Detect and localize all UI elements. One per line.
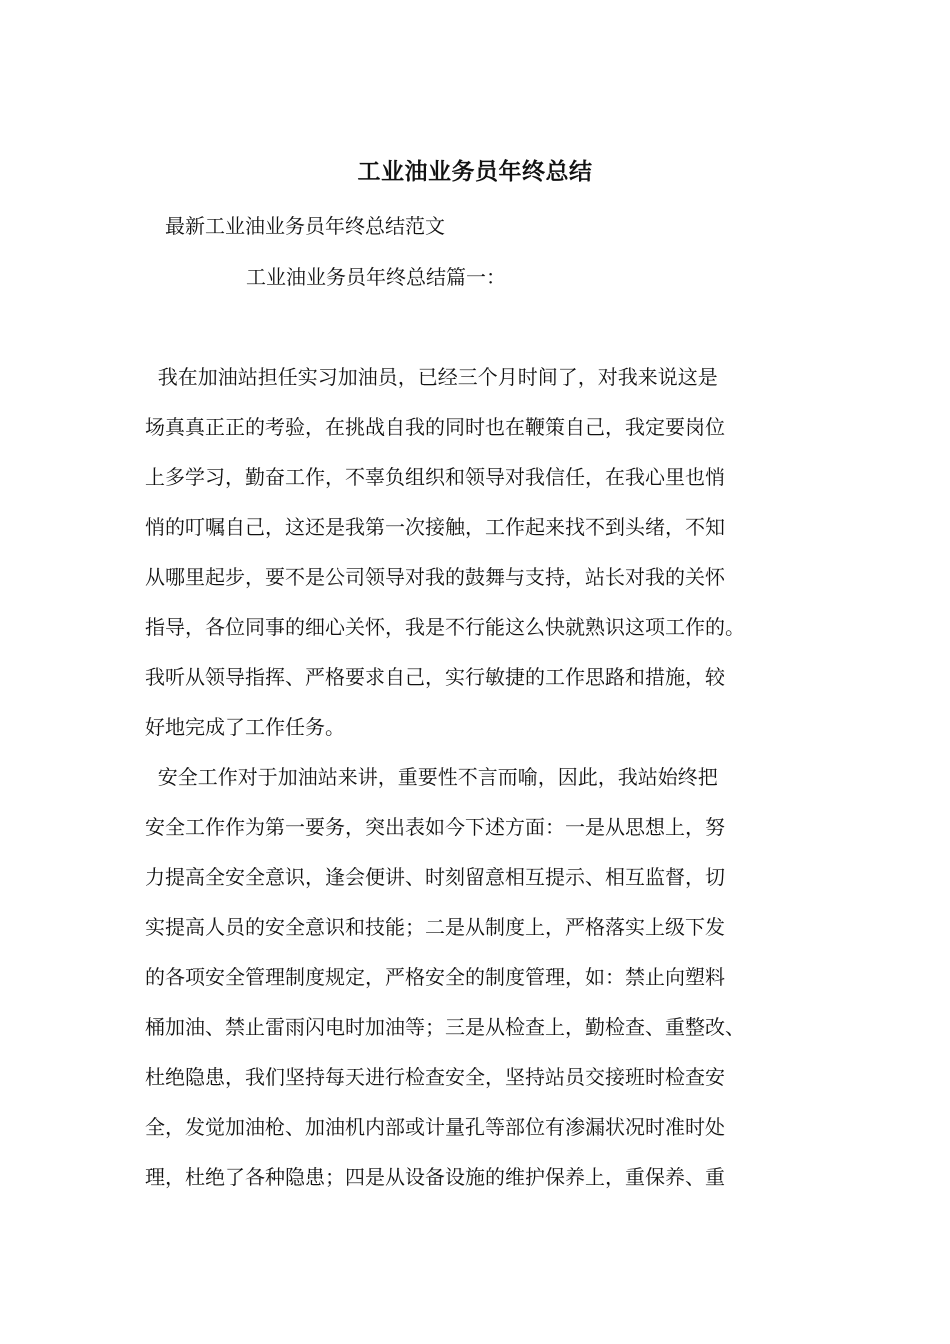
text-line: 上多学习，勤奋工作，不辜负组织和领导对我信任，在我心里也悄: [145, 465, 725, 489]
text-line: 从哪里起步，要不是公司领导对我的鼓舞与支持，站长对我的关怀: [145, 565, 725, 589]
document-title: 工业油业务员年终总结: [357, 158, 593, 185]
text-line: 实提高人员的安全意识和技能；二是从制度上，严格落实上级下发: [145, 915, 725, 939]
text-line: 力提高全安全意识，逢会便讲、时刻留意相互提示、相互监督，切: [145, 865, 725, 889]
text-line: 安全工作对于加油站来讲，重要性不言而喻，因此，我站始终把: [145, 765, 718, 789]
text-line: 理，杜绝了各种隐患；四是从设备设施的维护保养上，重保养、重: [145, 1165, 725, 1189]
text-line: 好地完成了工作任务。: [145, 715, 345, 739]
text-line: 杜绝隐患，我们坚持每天进行检查安全，坚持站员交接班时检查安: [145, 1065, 725, 1089]
text-line: 我听从领导指挥、严格要求自己，实行敏捷的工作思路和措施，较: [145, 665, 725, 689]
text-line: 的各项安全管理制度规定，严格安全的制度管理，如：禁止向塑料: [145, 965, 725, 989]
text-line: 我在加油站担任实习加油员，已经三个月时间了，对我来说这是: [145, 365, 718, 389]
text-line: 场真真正正的考验，在挑战自我的同时也在鞭策自己，我定要岗位: [145, 415, 725, 439]
section-heading: 工业油业务员年终总结篇一：: [246, 265, 506, 289]
text-line: 指导，各位同事的细心关怀，我是不行能这么快就熟识这项工作的。: [145, 615, 745, 639]
text-line: 悄的叮嘱自己，这还是我第一次接触，工作起来找不到头绪，不知: [145, 515, 725, 539]
text-line: 桶加油、禁止雷雨闪电时加油等；三是从检查上，勤检查、重整改、: [145, 1015, 745, 1039]
text-line: 安全工作作为第一要务，突出表如今下述方面：一是从思想上，努: [145, 815, 725, 839]
document-subtitle: 最新工业油业务员年终总结范文: [165, 214, 445, 238]
text-line: 全，发觉加油枪、加油机内部或计量孔等部位有渗漏状况时准时处: [145, 1115, 725, 1139]
